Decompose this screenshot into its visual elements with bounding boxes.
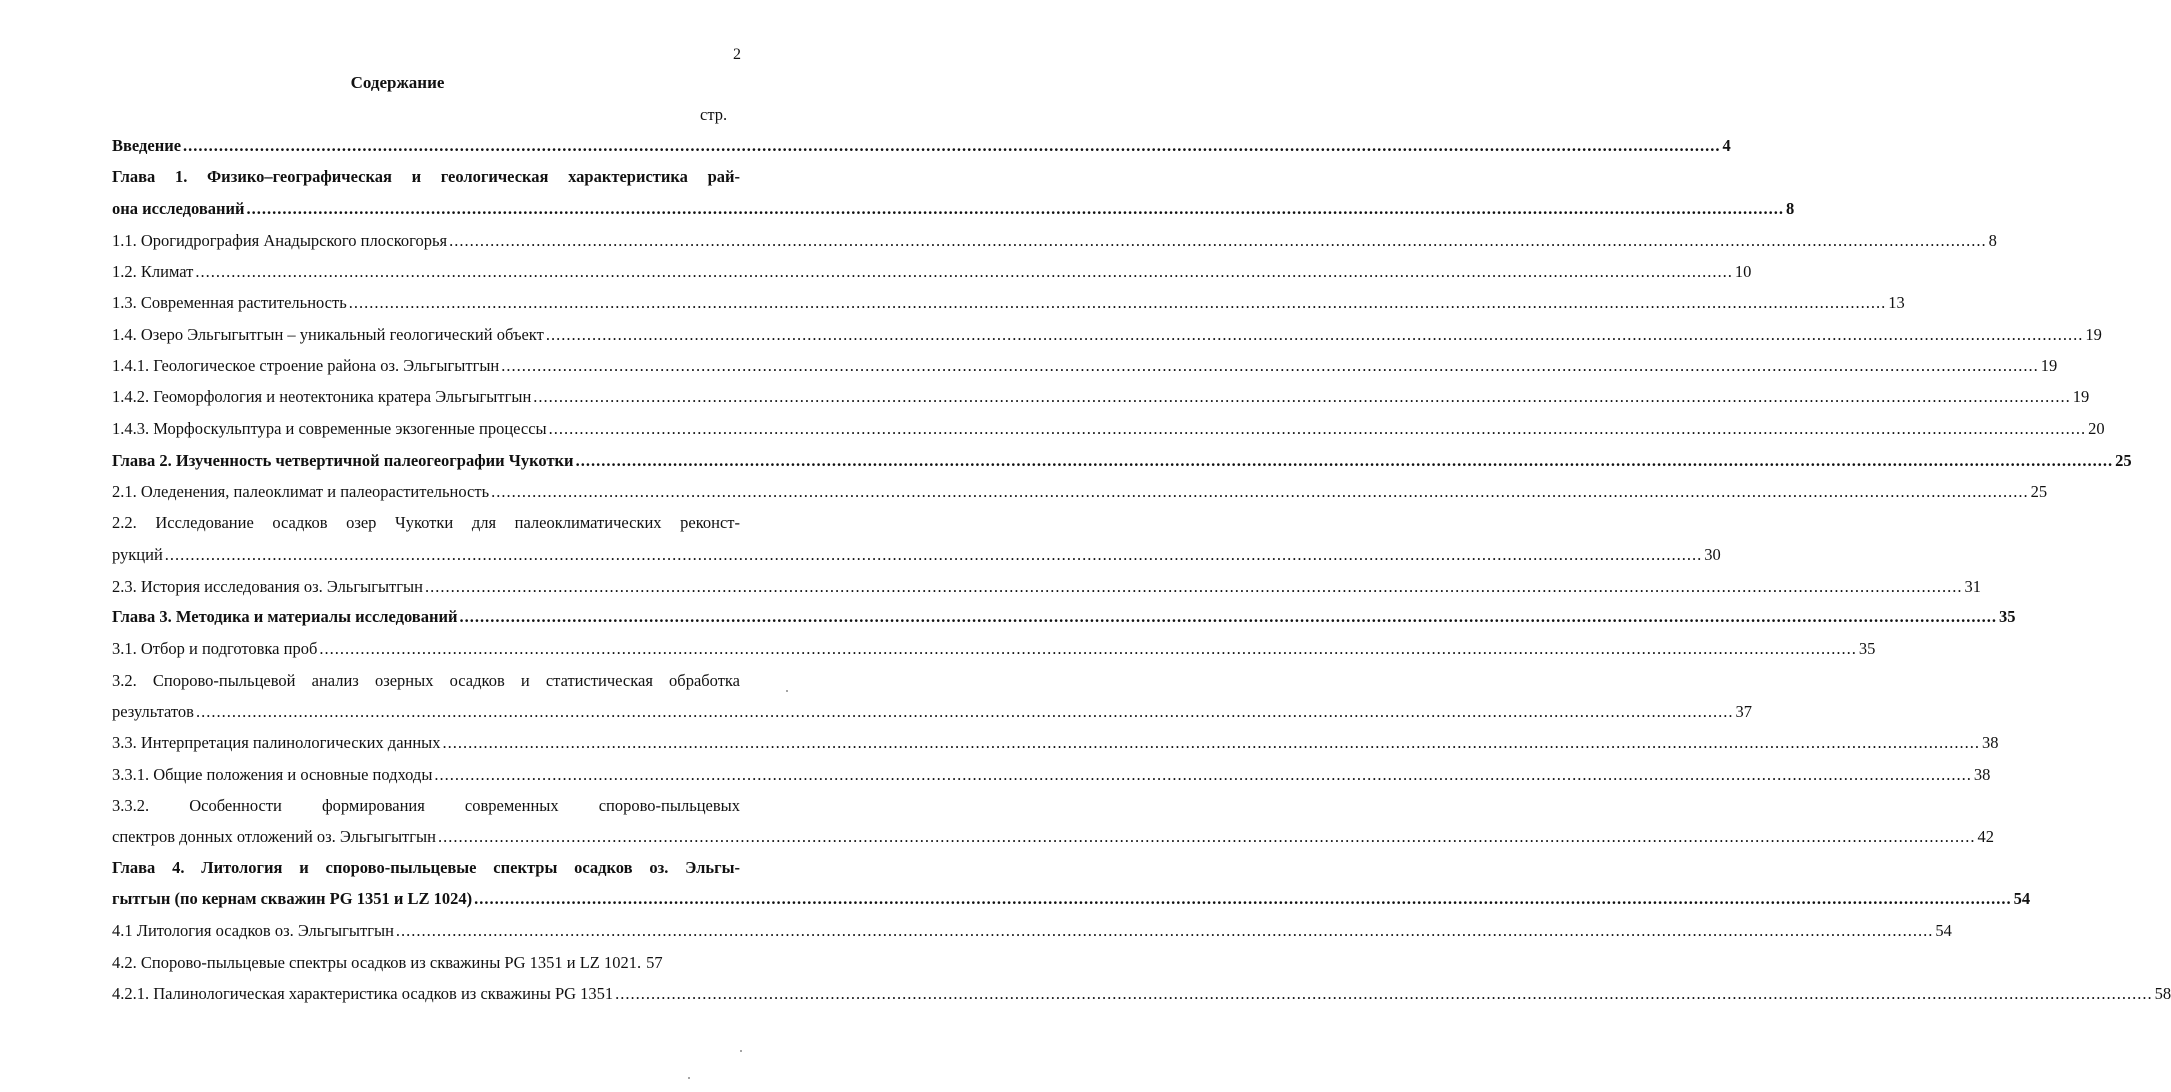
toc-entry-page: 54 [1935, 921, 1952, 940]
toc-entry-page: 42 [1977, 827, 1994, 846]
toc-entry-page: 38 [1982, 733, 1999, 752]
toc-entry-title: 3.1. Отбор и подготовка проб [112, 639, 318, 658]
toc-entry-title: 1.2. Климат [112, 262, 194, 281]
toc-entry-page: 19 [2072, 387, 2090, 406]
toc-entry-3-3-2-line1[interactable]: 3.3.2. Особенности формирования современных спорово-пыльцевых [112, 796, 740, 815]
toc-entry-page: 38 [1973, 765, 1991, 784]
toc-entry-title: 4.2.1. Палинологическая характеристика осадков из скважины PG 1351 [112, 984, 614, 1003]
toc-entry-title: 1.3. Современная растительность [112, 293, 347, 312]
toc-entry-3-2-line1[interactable]: 3.2. Спорово-пыльцевой анализ озерных осадков и статистическая обработка [112, 671, 740, 690]
toc-entry-title: 4.1 Литология осадков оз. Эльгыгытгын [112, 921, 394, 940]
toc-entry-page: 30 [1704, 545, 1721, 564]
page-title: Содержание [350, 73, 445, 92]
toc-entry-4-1[interactable]: 4.1 Литология осадков оз. Эльгыгытгын ............................................................................................................................................................................................................................................................................................................ 54 [112, 921, 1952, 940]
scan-speck [688, 1077, 690, 1079]
toc-entry-2-1[interactable]: 2.1. Оледенения, палеоклимат и палеорастительность ............................................................................................................................................................................................................................................................................................................ 25 [112, 482, 2048, 501]
toc-entry-title: 4.2. Спорово-пыльцевые спектры осадков из скважины PG 1351 и LZ 1021. [112, 953, 642, 972]
toc-entry-title: Введение [112, 136, 182, 155]
toc-entry-1-1[interactable]: 1.1. Орогидрография Анадырского плоскогорья ............................................................................................................................................................................................................................................................................................................ 8 [112, 231, 1997, 250]
toc-entry-page: 31 [1964, 577, 1981, 596]
toc-entry-page: 35 [1999, 607, 2016, 626]
toc-entry-title: 1.4. Озеро Эльгыгытгын – уникальный геологический объект [112, 325, 544, 344]
toc-entry-title: 3.3.1. Общие положения и основные подходы [112, 765, 433, 784]
toc-entry-3-3[interactable]: 3.3. Интерпретация палинологических данных ............................................................................................................................................................................................................................................................................................................ 38 [112, 733, 1999, 752]
toc-entry-title: 1.1. Орогидрография Анадырского плоскогорья [112, 231, 448, 250]
toc-entry-title: 3.3. Интерпретация палинологических данных [112, 733, 441, 752]
toc-entry-2-2[interactable]: рукций ............................................................................................................................................................................................................................................................................................................ 30 [112, 545, 1721, 564]
toc-entry-title: спектров донных отложений оз. Эльгыгытгын [112, 827, 436, 846]
toc-entry-page: 19 [2085, 325, 2102, 344]
toc-entry-title: рукций [112, 545, 163, 564]
toc-entry-page: 25 [2115, 451, 2132, 470]
toc-entry-page: 8 [1786, 199, 1795, 218]
page-number: 2 [733, 46, 741, 63]
toc-entry-4-2[interactable] [112, 952, 740, 974]
toc-entry-ch2[interactable]: Глава 2. Изученность четвертичной палеогеографии Чукотки ............................................................................................................................................................................................................................................................................................................ 25 [112, 451, 2132, 470]
toc-entry-ch1-line1[interactable]: Глава 1. Физико–географическая и геологическая характеристика рай- [112, 167, 740, 186]
toc-entry-ch1[interactable]: она исследований ............................................................................................................................................................................................................................................................................................................ 8 [112, 199, 1795, 218]
toc-entry-1-4-1[interactable]: 1.4.1. Геологическое строение района оз. Эльгыгытгын ............................................................................................................................................................................................................................................................................................................ 19 [112, 356, 2058, 375]
toc-entry-1-4[interactable]: 1.4. Озеро Эльгыгытгын – уникальный геологический объект ............................................................................................................................................................................................................................................................................................................ 19 [112, 325, 2102, 344]
toc-entry-title: 2.1. Оледенения, палеоклимат и палеорастительность [112, 482, 490, 501]
toc-entry-1-4-2[interactable]: 1.4.2. Геоморфология и неотектоника кратера Эльгыгытгын ............................................................................................................................................................................................................................................................................................................ 19 [112, 387, 2090, 406]
toc-entry-page: 57 [646, 953, 663, 972]
toc-entry-page: 13 [1888, 293, 1905, 312]
toc-entry-page: 19 [2040, 356, 2058, 375]
toc-entry-3-1[interactable]: 3.1. Отбор и подготовка проб ............................................................................................................................................................................................................................................................................................................ 35 [112, 639, 1876, 658]
toc-entry-2-2-line1[interactable]: 2.2. Исследование осадков озер Чукотки для палеоклиматических реконст- [112, 513, 740, 532]
toc-entry-page: 35 [1858, 639, 1876, 658]
toc-entry-title: Глава 3. Методика и материалы исследований [112, 607, 458, 626]
toc-entry-ch4[interactable]: гытгын (по кернам скважин PG 1351 и LZ 1024) ............................................................................................................................................................................................................................................................................................................ 54 [112, 889, 2031, 908]
toc-entry-2-3[interactable]: 2.3. История исследования оз. Эльгыгытгын ............................................................................................................................................................................................................................................................................................................ 31 [112, 577, 1981, 596]
toc-entry-title: 1.4.3. Морфоскульптура и современные экзогенные процессы [112, 419, 547, 438]
toc-entry-title: 1.4.1. Геологическое строение района оз. Эльгыгытгын [112, 356, 500, 375]
toc-entry-page: 8 [1988, 231, 1997, 250]
toc-entry-title: 2.3. История исследования оз. Эльгыгытгын [112, 577, 423, 596]
scan-speck [786, 690, 788, 692]
toc-entry-page: 20 [2088, 419, 2105, 438]
toc-entry-title: Глава 2. Изученность четвертичной палеогеографии Чукотки [112, 451, 574, 470]
toc-entry-3-3-1[interactable]: 3.3.1. Общие положения и основные подходы ............................................................................................................................................................................................................................................................................................................ 38 [112, 765, 1991, 784]
toc-entry-title: результатов [112, 702, 194, 721]
toc-entry-intro[interactable]: Введение ............................................................................................................................................................................................................................................................................................................ 4 [112, 136, 1731, 155]
toc-entry-page: 25 [2030, 482, 2048, 501]
toc-entry-3-3-2[interactable]: спектров донных отложений оз. Эльгыгытгын ............................................................................................................................................................................................................................................................................................................ 42 [112, 827, 1994, 846]
toc-entry-page: 10 [1734, 262, 1752, 281]
toc-entry-title: 1.4.2. Геоморфология и неотектоника кратера Эльгыгытгын [112, 387, 532, 406]
page-column-label: стр. [700, 105, 728, 124]
toc-entry-page: 58 [2154, 984, 2171, 1003]
toc-entry-1-2[interactable]: 1.2. Климат ............................................................................................................................................................................................................................................................................................................ 10 [112, 262, 1752, 281]
scan-speck [740, 1050, 742, 1052]
toc-entry-title: гытгын (по кернам скважин PG 1351 и LZ 1024) [112, 889, 473, 908]
toc-entry-page: 4 [1722, 136, 1731, 155]
toc-entry-title: она исследований [112, 199, 245, 218]
toc-entry-1-4-3[interactable]: 1.4.3. Морфоскульптура и современные экзогенные процессы ............................................................................................................................................................................................................................................................................................................ 20 [112, 419, 2105, 438]
toc-entry-page: 54 [2013, 889, 2031, 908]
toc-entry-page: 37 [1735, 702, 1752, 721]
toc-entry-4-2-1[interactable]: 4.2.1. Палинологическая характеристика осадков из скважины PG 1351 ............................................................................................................................................................................................................................................................................................................ 58 [112, 984, 2171, 1003]
toc-entry-3-2[interactable]: результатов ............................................................................................................................................................................................................................................................................................................ 37 [112, 702, 1752, 721]
toc-entry-ch3[interactable]: Глава 3. Методика и материалы исследований ............................................................................................................................................................................................................................................................................................................ 35 [112, 607, 2016, 626]
toc-entry-1-3[interactable]: 1.3. Современная растительность ............................................................................................................................................................................................................................................................................................................ 13 [112, 293, 1905, 312]
toc-entry-ch4-line1[interactable]: Глава 4. Литология и спорово-пыльцевые спектры осадков оз. Эльгы- [112, 858, 740, 877]
